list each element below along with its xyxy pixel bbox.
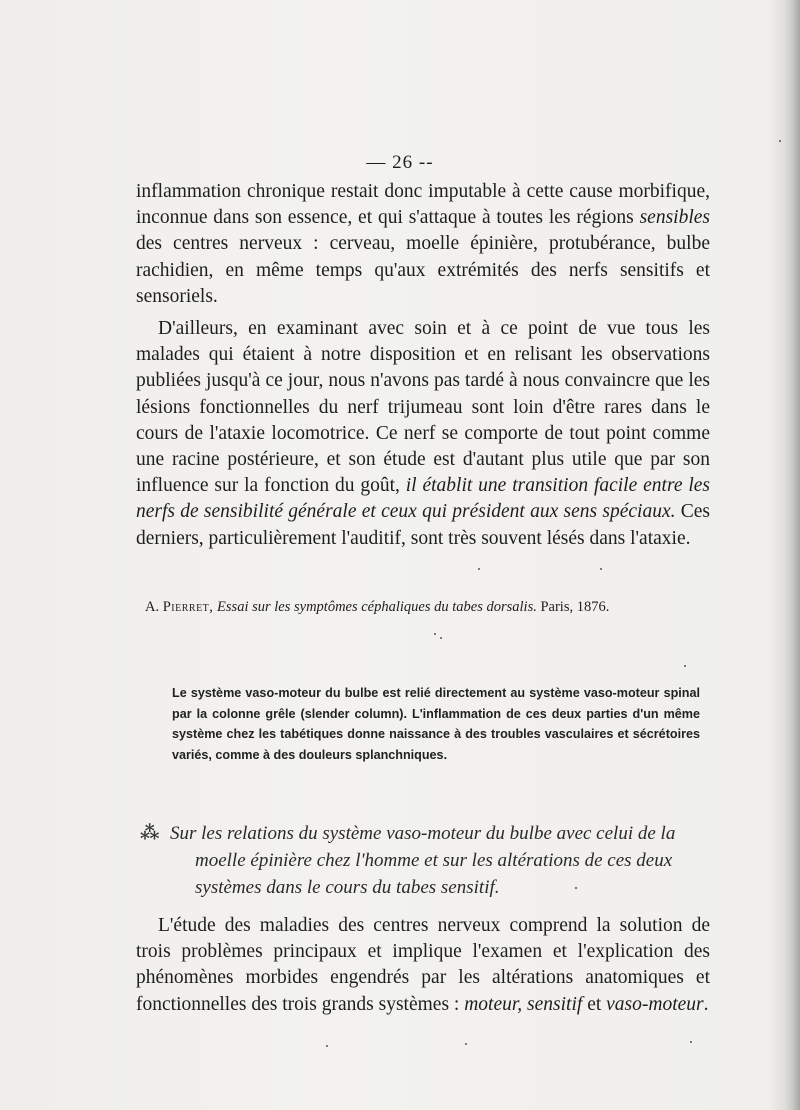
paragraph-3-end: .: [703, 993, 709, 1015]
paragraph-2-italic: il établit une transition facile entre les nerfs de sensibilité générale et ceux qui président aux sens spéciaux.: [136, 475, 711, 523]
paragraph-1-italic: sensibles: [639, 207, 711, 229]
summary-text: Le système vaso-moteur du bulbe est relié directement au système vaso-moteur spinal par la colonne grêle (slender column). L'inflammation de ces deux parties d'un même système chez les tabétiques donne naissance à des troubles vasculaires et sécrétoires variés, comme à des douleurs splanchniques.: [172, 686, 700, 762]
paragraph-2-end: Ces derniers, particulièrement l'auditif, sont très souvent lésés dans l'ataxie.: [136, 501, 710, 549]
footnote-place-year: Paris, 1876.: [540, 599, 610, 615]
section-summary: [172, 683, 700, 765]
asterism-icon: ⁂: [140, 823, 160, 844]
scan-speck: [440, 637, 442, 639]
paragraph-3-text: L'étude des maladies des centres nerveux comprend la solution de trois problèmes principaux et implique l'examen et l'explication des phénomènes morbides engendrés par les altérations anatomiques et fonctionnelles des trois grands systèmes :: [136, 915, 710, 1015]
paragraph-3-and: et: [587, 993, 602, 1015]
paragraph-3: [136, 913, 710, 1018]
scan-speck: [684, 665, 686, 667]
scan-speck: [779, 140, 781, 142]
scan-speck: [465, 1043, 467, 1045]
paragraph-2: [136, 316, 710, 552]
paragraph-3-italic-vaso-moteur: vaso-moteur: [606, 993, 704, 1015]
footnote-initial: A.: [145, 599, 160, 615]
paragraph-1-tail: des centres nerveux : cerveau, moelle épinière, protubérance, bulbe rachidien, en même temps qu'aux extrémités des nerfs sensitifs et sensoriels.: [136, 233, 710, 307]
scan-speck: [434, 633, 436, 635]
paragraph-2-text: D'ailleurs, en examinant avec soin et à ce point de vue tous les malades qui étaient à notre disposition et en relisant les observations publiées jusqu'à ce jour, nous n'avons pas tardé à nous convaincre que les lésions fonctionnelles du nerf trijumeau sont loin d'être rares dans le cours de l'ataxie locomotrice. Ce nerf se comporte de tout point comme une racine postérieure, et son étude est d'autant plus utile que par son influence sur la fonction du goût,: [136, 318, 710, 497]
footnote: [145, 597, 705, 617]
paragraph-1-text: inflammation chronique restait donc imputable à cette cause morbifique, inconnue dans son essence, et qui s'attaque à toutes les régions: [136, 181, 710, 229]
paragraph-3-italic-moteur: moteur,: [464, 993, 523, 1015]
paragraph-3-italic-sensitif: sensitif: [527, 993, 583, 1015]
scan-speck: [690, 1041, 692, 1043]
scan-speck: [600, 568, 602, 570]
page-number: — 26 --: [366, 152, 434, 173]
section-heading-line-3: systèmes dans le cours du tabes sensitif.: [195, 877, 500, 898]
paragraph-1: [136, 179, 710, 310]
section-heading-line-2: moelle épinière chez l'homme et sur les altérations de ces deux: [195, 850, 673, 871]
scan-speck: [326, 1045, 328, 1047]
footnote-author: Pierret,: [162, 599, 214, 615]
section-heading-line-1: Sur les relations du système vaso-moteur du bulbe avec celui de la: [170, 823, 676, 844]
scan-speck: [478, 568, 480, 570]
footnote-title: Essai sur les symptômes céphaliques du tabes dorsalis.: [217, 599, 537, 615]
scan-speck: [575, 887, 577, 889]
section-heading: [140, 820, 720, 901]
